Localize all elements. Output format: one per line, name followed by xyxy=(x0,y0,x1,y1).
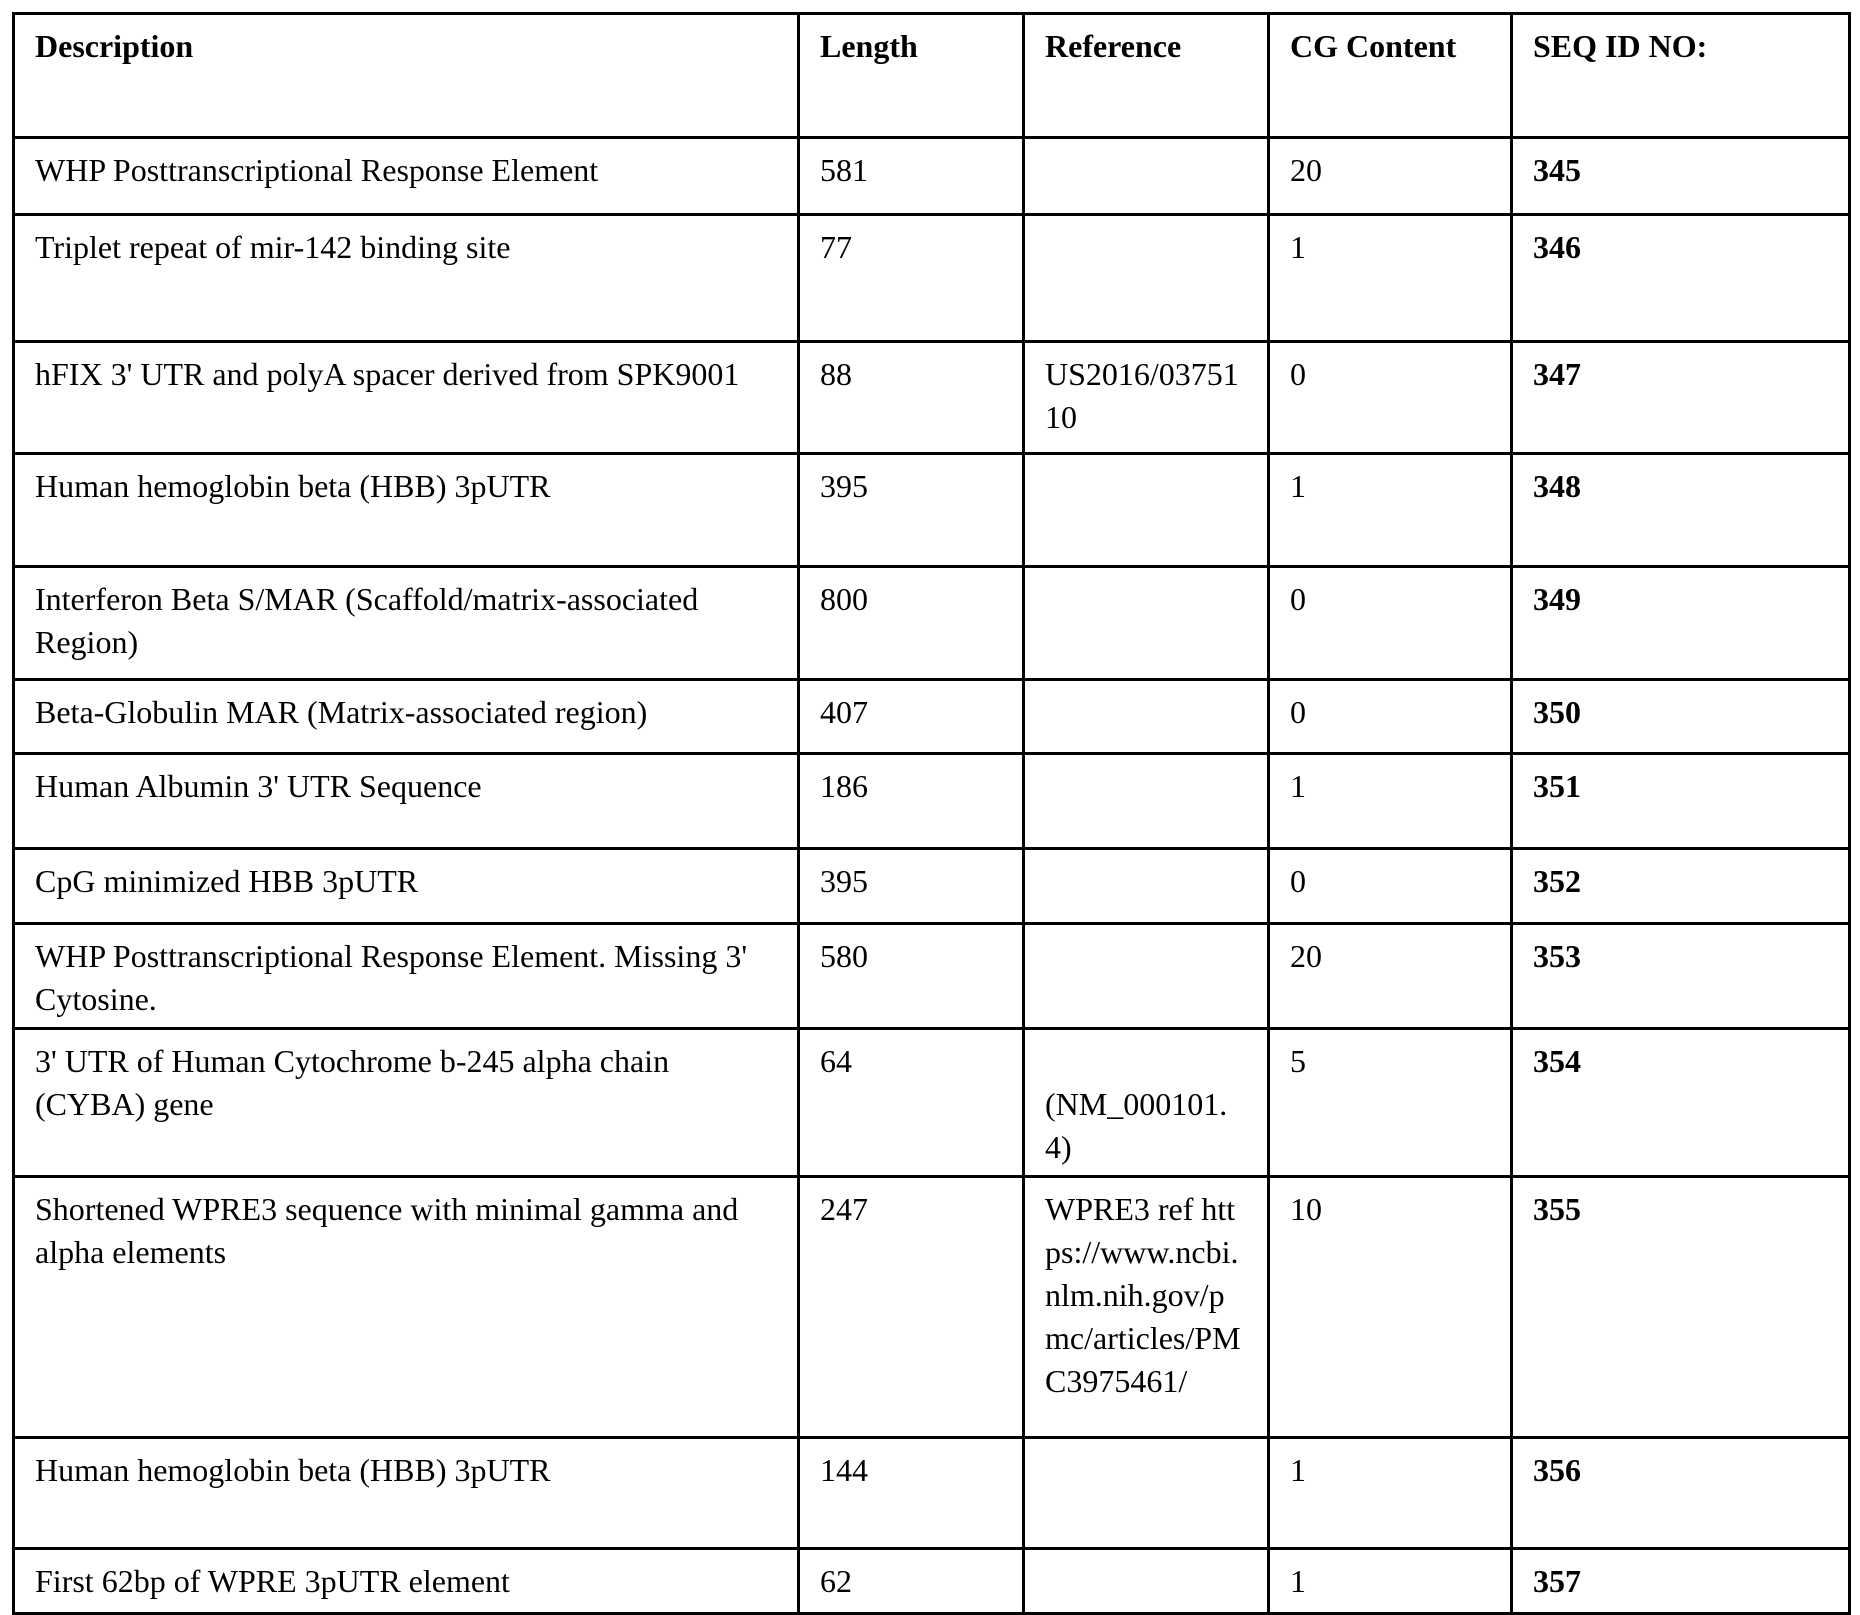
table-row xyxy=(14,1549,1850,1614)
cell-description: Beta-Globulin MAR (Matrix-associated region) xyxy=(14,680,799,754)
cell-seq-id: 348 xyxy=(1512,454,1850,567)
cell-description: Human Albumin 3' UTR Sequence xyxy=(14,754,799,849)
cell-cg-content: 10 xyxy=(1269,1177,1512,1438)
table-row xyxy=(14,680,1850,754)
cell-description: CpG minimized HBB 3pUTR xyxy=(14,849,799,924)
table-row xyxy=(14,567,1850,680)
cell-reference xyxy=(1024,138,1269,215)
cell-cg-content: 0 xyxy=(1269,680,1512,754)
header-reference: Reference xyxy=(1024,14,1269,138)
cell-cg-content: 0 xyxy=(1269,849,1512,924)
cell-description: WHP Posttranscriptional Response Element. Missing 3' Cytosine. xyxy=(14,924,799,1029)
cell-cg-content: 1 xyxy=(1269,454,1512,567)
reference-text: (NM_000101.4) xyxy=(1045,1086,1228,1165)
table-row xyxy=(14,1177,1850,1438)
header-length: Length xyxy=(799,14,1024,138)
cell-length: 395 xyxy=(799,849,1024,924)
cell-description: Human hemoglobin beta (HBB) 3pUTR xyxy=(14,454,799,567)
cell-length: 580 xyxy=(799,924,1024,1029)
cell-length: 62 xyxy=(799,1549,1024,1614)
cell-seq-id: 355 xyxy=(1512,1177,1850,1438)
cell-cg-content: 0 xyxy=(1269,342,1512,454)
cell-description: Shortened WPRE3 sequence with minimal gamma and alpha elements xyxy=(14,1177,799,1438)
sequence-table xyxy=(12,12,1851,1615)
header-seq-id: SEQ ID NO: xyxy=(1512,14,1850,138)
cell-length: 247 xyxy=(799,1177,1024,1438)
cell-seq-id: 346 xyxy=(1512,215,1850,342)
cell-reference: US2016/0375110 xyxy=(1024,342,1269,454)
cell-cg-content: 1 xyxy=(1269,1438,1512,1549)
cell-length: 186 xyxy=(799,754,1024,849)
cell-seq-id: 347 xyxy=(1512,342,1850,454)
table-row xyxy=(14,138,1850,215)
cell-reference xyxy=(1024,680,1269,754)
cell-reference xyxy=(1024,215,1269,342)
cell-seq-id: 352 xyxy=(1512,849,1850,924)
cell-description: Human hemoglobin beta (HBB) 3pUTR xyxy=(14,1438,799,1549)
cell-reference xyxy=(1024,454,1269,567)
cell-length: 64 xyxy=(799,1029,1024,1177)
header-row xyxy=(14,14,1850,138)
cell-seq-id: 350 xyxy=(1512,680,1850,754)
cell-length: 144 xyxy=(799,1438,1024,1549)
cell-cg-content: 1 xyxy=(1269,215,1512,342)
cell-reference xyxy=(1024,1029,1269,1177)
cell-description: WHP Posttranscriptional Response Element xyxy=(14,138,799,215)
cell-reference xyxy=(1024,924,1269,1029)
cell-seq-id: 353 xyxy=(1512,924,1850,1029)
cell-description: hFIX 3' UTR and polyA spacer derived from SPK9001 xyxy=(14,342,799,454)
cell-reference xyxy=(1024,1549,1269,1614)
cell-description: First 62bp of WPRE 3pUTR element xyxy=(14,1549,799,1614)
cell-reference xyxy=(1024,754,1269,849)
cell-description: 3' UTR of Human Cytochrome b-245 alpha chain (CYBA) gene xyxy=(14,1029,799,1177)
table-row xyxy=(14,215,1850,342)
cell-cg-content: 0 xyxy=(1269,567,1512,680)
cell-cg-content: 20 xyxy=(1269,138,1512,215)
cell-reference: WPRE3 ref https://www.ncbi.nlm.nih.gov/pmc/articles/PMC3975461/ xyxy=(1024,1177,1269,1438)
table-row xyxy=(14,924,1850,1029)
cell-length: 88 xyxy=(799,342,1024,454)
table-row xyxy=(14,454,1850,567)
cell-length: 77 xyxy=(799,215,1024,342)
table-row xyxy=(14,754,1850,849)
cell-seq-id: 349 xyxy=(1512,567,1850,680)
cell-seq-id: 351 xyxy=(1512,754,1850,849)
cell-length: 395 xyxy=(799,454,1024,567)
cell-cg-content: 1 xyxy=(1269,1549,1512,1614)
cell-seq-id: 345 xyxy=(1512,138,1850,215)
table-row xyxy=(14,1029,1850,1177)
table-row xyxy=(14,342,1850,454)
cell-cg-content: 20 xyxy=(1269,924,1512,1029)
cell-seq-id: 356 xyxy=(1512,1438,1850,1549)
cell-cg-content: 5 xyxy=(1269,1029,1512,1177)
cell-description: Interferon Beta S/MAR (Scaffold/matrix-associated Region) xyxy=(14,567,799,680)
cell-reference xyxy=(1024,567,1269,680)
cell-reference xyxy=(1024,1438,1269,1549)
cell-cg-content: 1 xyxy=(1269,754,1512,849)
header-cg-content: CG Content xyxy=(1269,14,1512,138)
cell-seq-id: 357 xyxy=(1512,1549,1850,1614)
header-description: Description xyxy=(14,14,799,138)
cell-length: 407 xyxy=(799,680,1024,754)
cell-length: 581 xyxy=(799,138,1024,215)
cell-seq-id: 354 xyxy=(1512,1029,1850,1177)
cell-length: 800 xyxy=(799,567,1024,680)
table-row xyxy=(14,1438,1850,1549)
table-row xyxy=(14,849,1850,924)
cell-description: Triplet repeat of mir-142 binding site xyxy=(14,215,799,342)
cell-reference xyxy=(1024,849,1269,924)
